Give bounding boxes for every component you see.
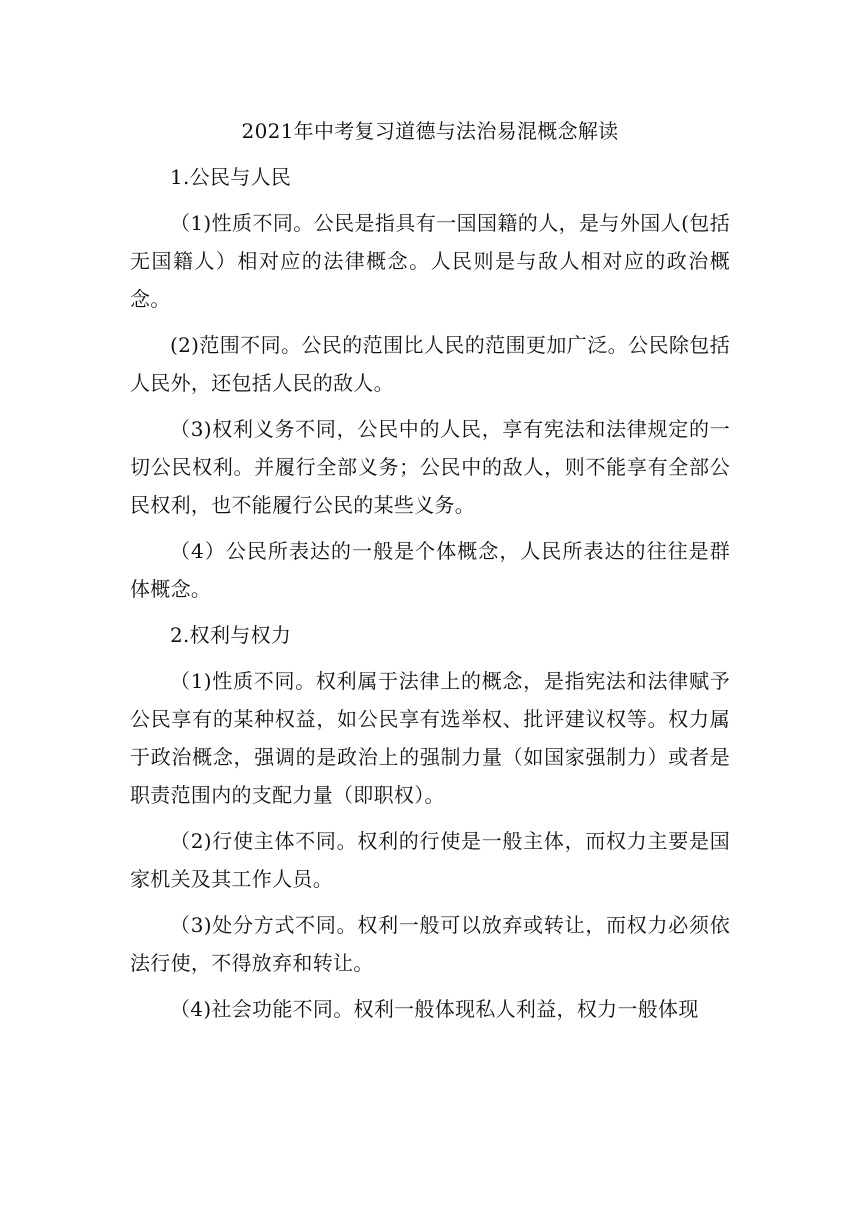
paragraph: （3)权利义务不同，公民中的人民，享有宪法和法律规定的一切公民权利。并履行全部义务；公民中的敌人，则不能享有全部公民权利，也不能履行公民的某些义务。	[130, 417, 730, 517]
paragraph: （1)性质不同。公民是指具有一国国籍的人，是与外国人(包括无国籍人）相对应的法律概念。人民则是与敌人相对应的政治概念。	[130, 211, 730, 311]
document-body	[130, 112, 730, 1036]
section-citizen-vs-people	[130, 158, 730, 608]
section-heading: 2.权利与权力	[170, 623, 292, 647]
section-rights-vs-power	[130, 616, 730, 1028]
paragraph: （1)性质不同。权利属于法律上的概念，是指宪法和法律赋予公民享有的某种权益，如公民享有选举权、批评建议权等。权力属于政治概念，强调的是政治上的强制力量（如国家强制力）或者是职责范围内的支配力量（即职权）。	[130, 669, 730, 807]
paragraph: (2)范围不同。公民的范围比人民的范围更加广泛。公民除包括人民外，还包括人民的敌人。	[130, 333, 730, 395]
section-heading: 1.公民与人民	[170, 165, 292, 189]
document-title: 2021年中考复习道德与法治易混概念解读	[241, 119, 619, 143]
paragraph: （3)处分方式不同。权利一般可以放弃或转让，而权力必须依法行使，不得放弃和转让。	[130, 913, 730, 975]
paragraph: （2)行使主体不同。权利的行使是一般主体，而权力主要是国家机关及其工作人员。	[130, 829, 730, 891]
paragraph: （4）公民所表达的一般是个体概念，人民所表达的往往是群体概念。	[130, 539, 730, 601]
paragraph: （4)社会功能不同。权利一般体现私人利益，权力一般体现	[170, 997, 699, 1021]
